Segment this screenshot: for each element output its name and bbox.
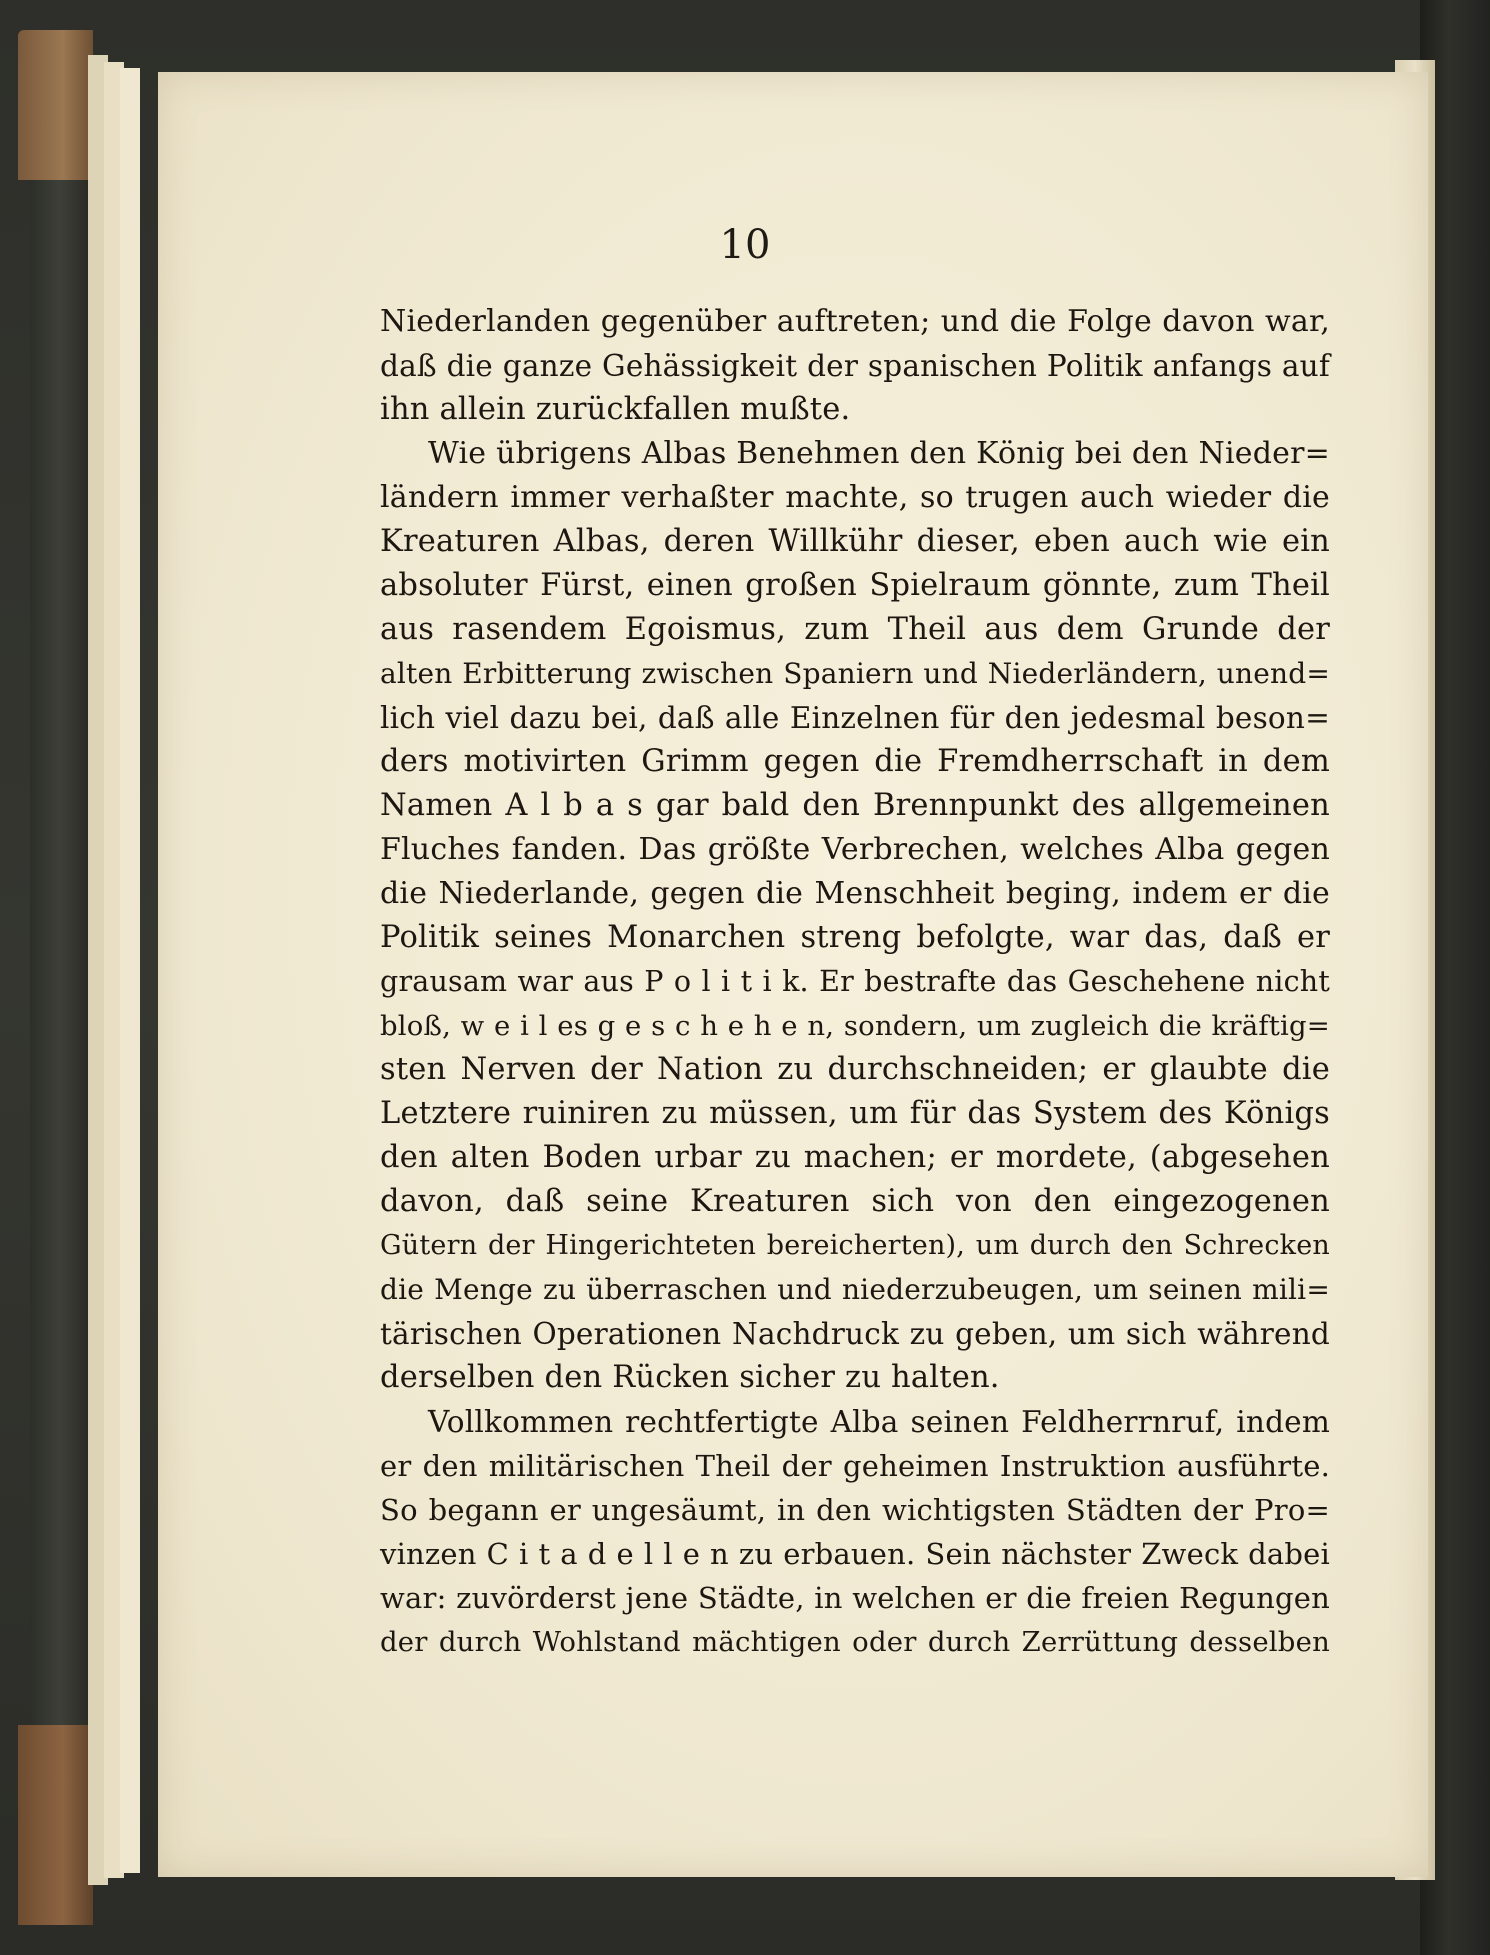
text-line: er den militärischen Theil der geheimen Instruktion ausführte. bbox=[380, 1449, 1330, 1483]
text-line: bloß, w e i l es g e s c h e h e n, sondern, um zugleich die kräftig= bbox=[380, 1010, 1330, 1042]
text-line: derselben den Rücken sicher zu halten. bbox=[380, 1360, 1000, 1395]
page-number: 10 bbox=[719, 222, 771, 268]
text-line: ders motivirten Grimm gegen die Fremdherrschaft in dem bbox=[380, 744, 1330, 779]
text-line: Niederlanden gegenüber auftreten; und die Folge davon war, bbox=[380, 304, 1330, 339]
text-line: ländern immer verhaßter machte, so trugen auch wieder die bbox=[380, 480, 1330, 515]
text-line: davon, daß seine Kreaturen sich von den eingezogenen bbox=[380, 1184, 1330, 1219]
text-line: Vollkommen rechtfertigte Alba seinen Feldherrnruf, indem bbox=[428, 1405, 1330, 1439]
page-edge bbox=[120, 68, 140, 1873]
text-line: die Menge zu überraschen und niederzubeugen, um seinen mili= bbox=[380, 1273, 1330, 1306]
text-line: Namen A l b a s gar bald den Brennpunkt des allgemeinen bbox=[380, 788, 1330, 823]
body-text bbox=[380, 300, 1330, 1664]
text-line: Gütern der Hingerichteten bereicherten), um durch den Schrecken bbox=[380, 1230, 1330, 1261]
text-line: Wie übrigens Albas Benehmen den König bei den Nieder= bbox=[428, 436, 1330, 471]
text-line: So begann er ungesäumt, in den wichtigsten Städten der Pro= bbox=[380, 1493, 1330, 1527]
text-line: war: zuvörderst jene Städte, in welchen er die freien Regungen bbox=[380, 1581, 1330, 1615]
text-line: grausam war aus P o l i t i k. Er bestrafte das Geschehene nicht bbox=[380, 965, 1330, 998]
text-line: tärischen Operationen Nachdruck zu geben, um sich während bbox=[380, 1317, 1330, 1351]
text-line: aus rasendem Egoismus, zum Theil aus dem Grunde der bbox=[380, 612, 1330, 647]
text-line: die Niederlande, gegen die Menschheit beging, indem er die bbox=[380, 876, 1330, 911]
text-line: Politik seines Monarchen streng befolgte, war das, daß er bbox=[380, 920, 1330, 955]
text-line: alten Erbitterung zwischen Spaniern und Niederländern, unend= bbox=[380, 657, 1330, 690]
text-line: sten Nerven der Nation zu durchschneiden; er glaubte die bbox=[380, 1052, 1330, 1087]
text-line: den alten Boden urbar zu machen; er mordete, (abgesehen bbox=[380, 1140, 1330, 1175]
leather-corner-bottom bbox=[18, 1725, 93, 1925]
book-spine bbox=[30, 180, 90, 1725]
text-line: vinzen C i t a d e l l e n zu erbauen. Sein nächster Zweck dabei bbox=[380, 1537, 1330, 1571]
text-line: Kreaturen Albas, deren Willkühr dieser, eben auch wie ein bbox=[380, 524, 1330, 559]
text-line: daß die ganze Gehässigkeit der spanischen Politik anfangs auf bbox=[380, 349, 1330, 383]
text-line: absoluter Fürst, einen großen Spielraum gönnte, zum Theil bbox=[380, 568, 1330, 603]
text-line: der durch Wohlstand mächtigen oder durch Zerrüttung desselben bbox=[380, 1626, 1330, 1658]
leather-corner-top bbox=[18, 30, 93, 180]
text-line: Letztere ruiniren zu müssen, um für das System des Königs bbox=[380, 1096, 1330, 1131]
text-line: ihn allein zurückfallen mußte. bbox=[380, 392, 851, 427]
text-line: lich viel dazu bei, daß alle Einzelnen für den jedesmal beson= bbox=[380, 701, 1330, 735]
text-line: Fluches fanden. Das größte Verbrechen, welches Alba gegen bbox=[380, 832, 1330, 867]
